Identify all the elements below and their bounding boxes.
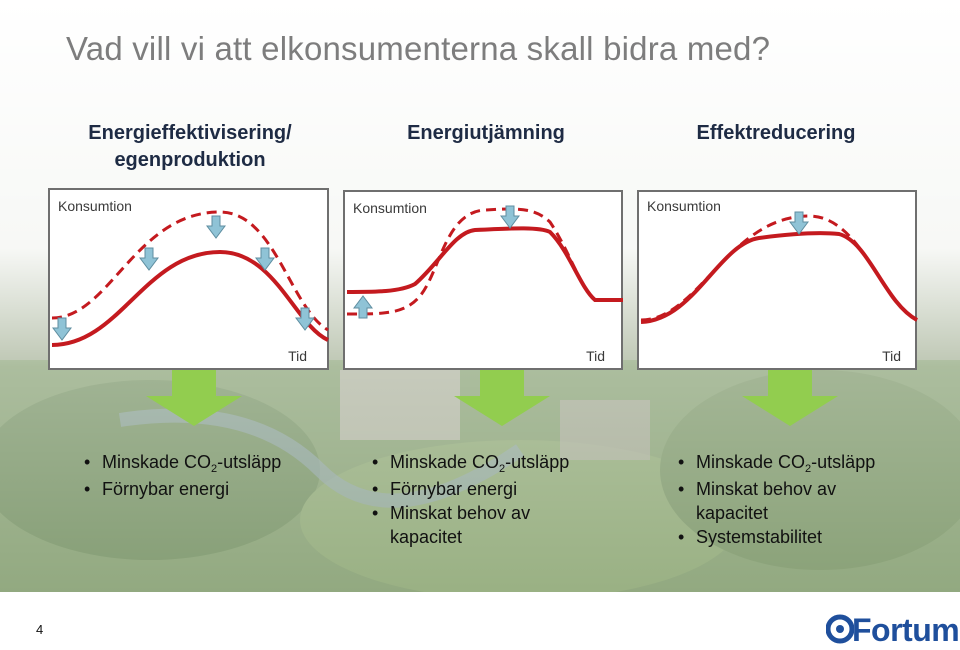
heading-line: Effektreducering [696, 122, 856, 144]
load-curve-graphic [50, 190, 331, 372]
green-down-arrow-icon [454, 370, 550, 426]
slide-title: Vad vill vi att elkonsumenterna skall bidra med? [66, 30, 771, 67]
green-down-arrow-icon [742, 370, 838, 426]
benefit-list-3 [676, 450, 916, 549]
down-arrow-icon [53, 318, 71, 340]
x-axis-label: Tid [882, 348, 901, 364]
load-curve-graphic [345, 192, 625, 372]
heading-effektreducering [646, 120, 906, 147]
heading-energieffektivisering [60, 120, 320, 174]
list-item: • Minskade $CO_2$-utsläpp [370, 450, 610, 477]
leveled-curve [347, 228, 623, 300]
heading-energiutjamning [356, 120, 616, 147]
peak-cut-curve [641, 233, 917, 322]
heading-line: Energieffektivisering/ [88, 122, 292, 144]
load-curve-panel-1 [48, 188, 329, 370]
list-item: • Minskat behov av kapacitet [676, 477, 886, 525]
load-curve-panel-2 [343, 190, 623, 370]
y-axis-label: Konsumtion [58, 198, 132, 214]
down-arrow-icon [140, 248, 158, 270]
x-axis-label: Tid [288, 348, 307, 364]
fortum-logo-text: Fortum [852, 612, 960, 648]
list-item: • Minskade $CO_2$-utsläpp [82, 450, 322, 477]
heading-line: egenproduktion [114, 149, 266, 171]
list-item: • Minskade $CO_2$-utsläpp [676, 450, 916, 477]
list-item: • Förnybar energi [370, 477, 610, 501]
y-axis-label: Konsumtion [353, 200, 427, 216]
list-item: • Förnybar energi [82, 477, 322, 501]
fortum-logo-icon [826, 614, 854, 644]
benefit-list-2 [370, 450, 610, 549]
reduced-curve [52, 252, 328, 345]
heading-line: Energiutjämning [407, 122, 565, 144]
benefit-list-1 [82, 450, 322, 501]
down-arrow-icon [207, 216, 225, 238]
y-axis-label: Konsumtion [647, 198, 721, 214]
list-item: • Systemstabilitet [676, 525, 916, 549]
green-down-arrow-icon [146, 370, 242, 426]
x-axis-label: Tid [586, 348, 605, 364]
page-number: 4 [36, 622, 44, 637]
list-item: • Minskat behov av kapacitet [370, 501, 580, 549]
slide-footer [0, 592, 960, 650]
original-curve-dashed [52, 212, 328, 330]
load-curve-panel-3 [637, 190, 917, 370]
original-curve-dashed [347, 209, 623, 314]
load-curve-graphic [639, 192, 919, 372]
